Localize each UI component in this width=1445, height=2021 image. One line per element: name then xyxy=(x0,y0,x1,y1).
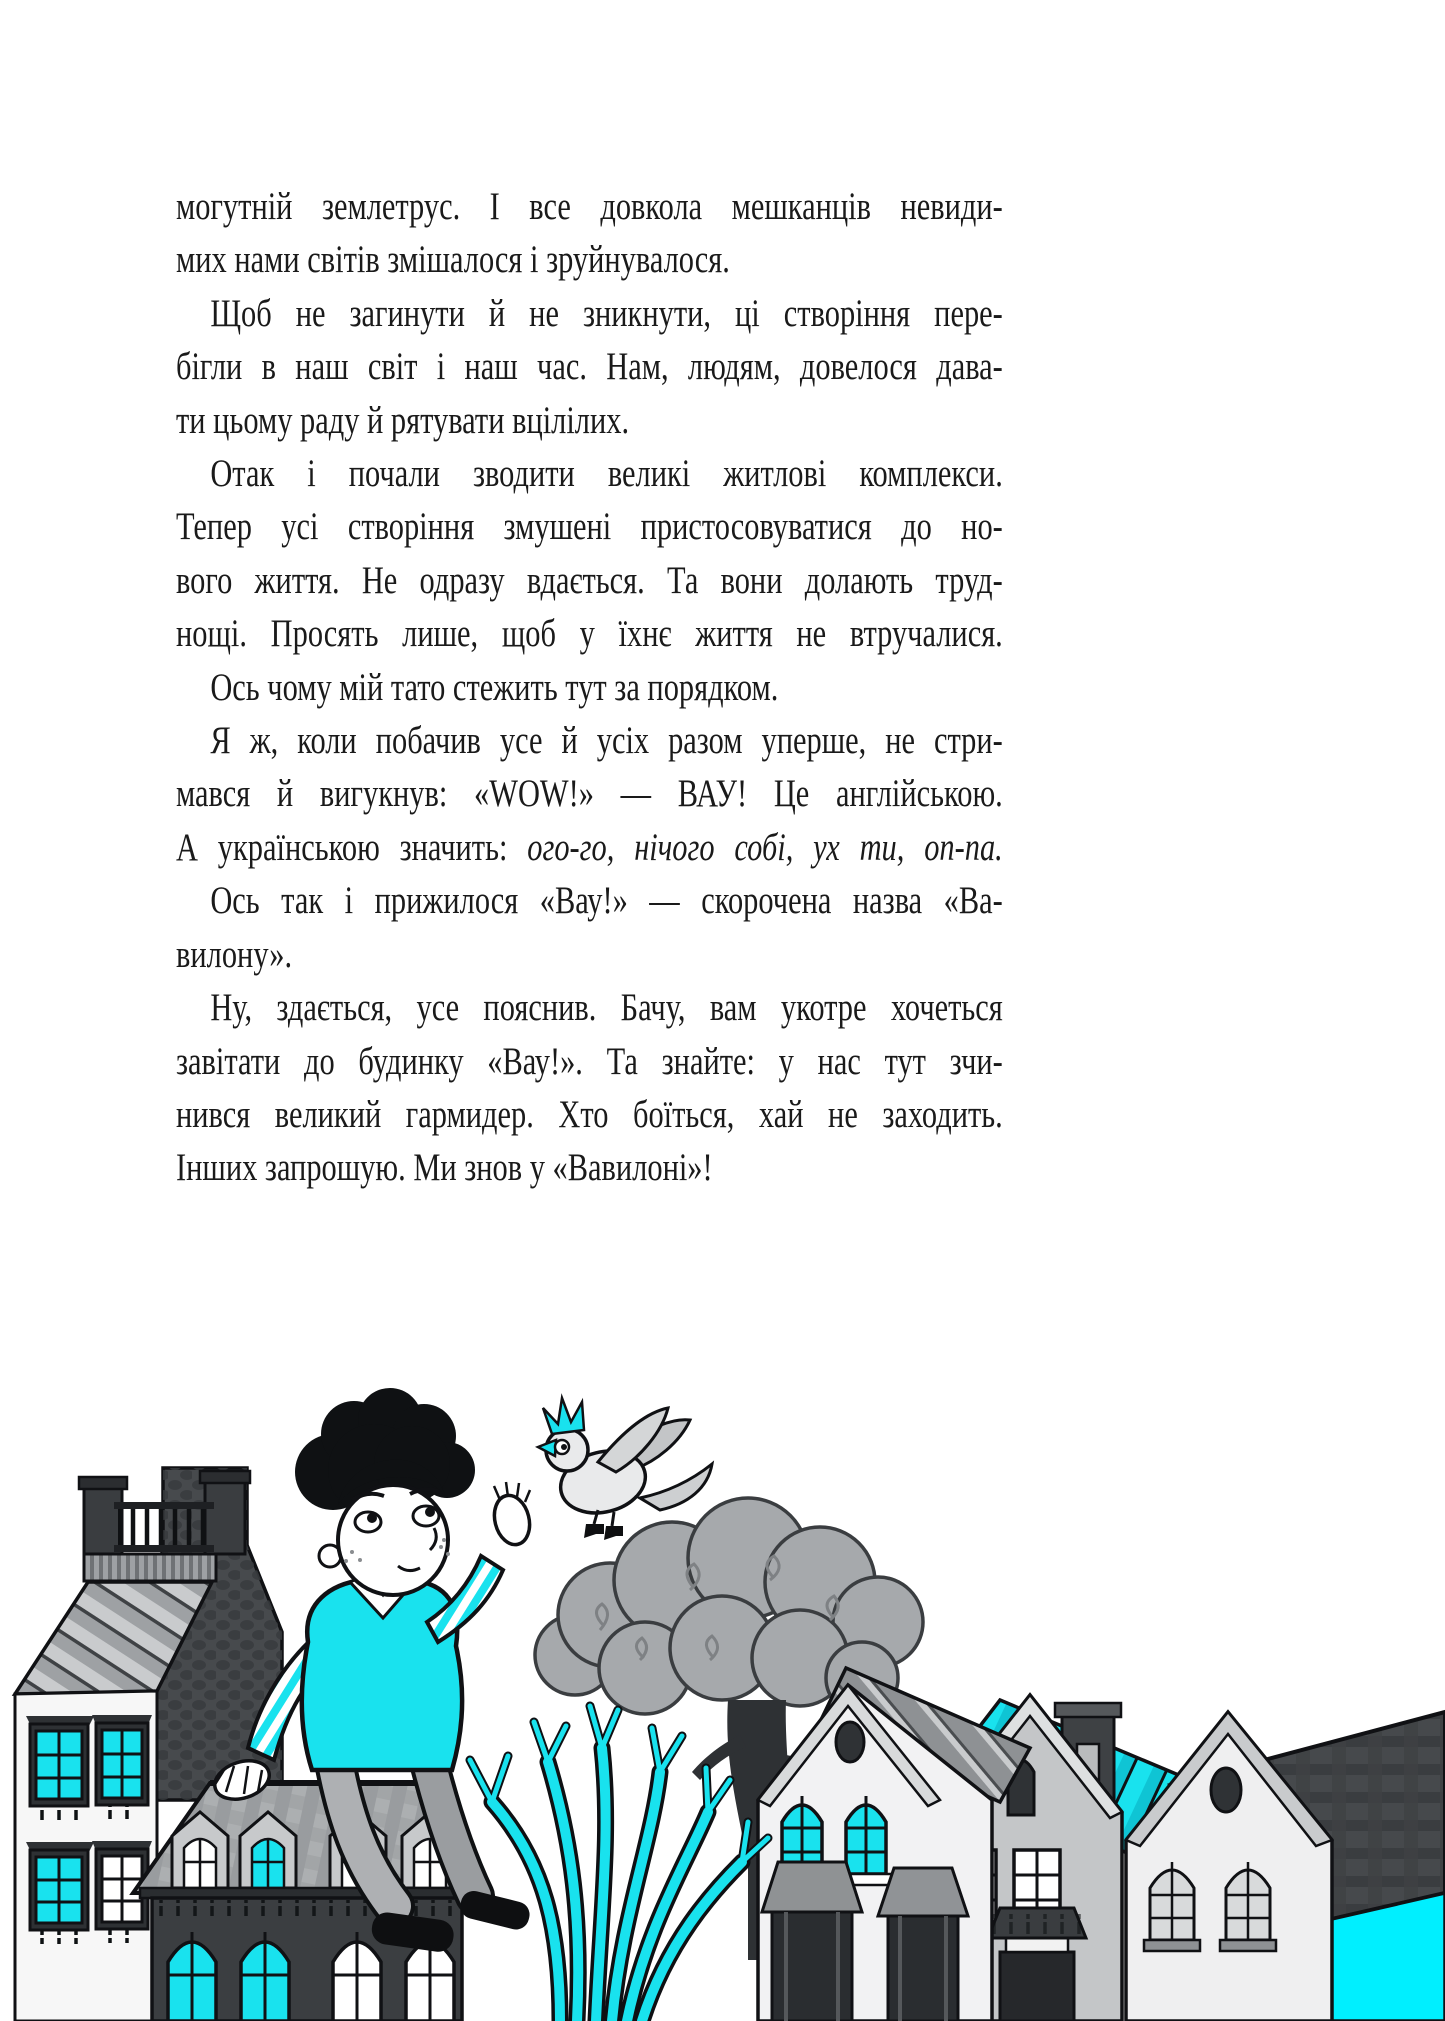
balustrade-chimney xyxy=(84,1484,122,1554)
text-segment: бігли в наш світ і наш час. Нам, людям, довелося дава- xyxy=(176,345,1003,389)
window-cyan xyxy=(92,1715,152,1819)
chimney-cap xyxy=(79,1477,127,1489)
text-segment: Інших запрошую. Ми знов у «Вавилоні»! xyxy=(176,1146,713,1190)
text-line xyxy=(176,607,1003,660)
face xyxy=(338,1485,448,1595)
bay-door xyxy=(762,1862,862,2021)
window-cyan xyxy=(26,1842,94,1944)
crest xyxy=(543,1398,584,1434)
text-segment: мих нами світів змішалося і зруйнувалося. xyxy=(176,238,730,282)
door xyxy=(988,1908,1086,2021)
railing-top xyxy=(114,1502,214,1509)
text-segment: ти цьому раду й рятувати вцілілих. xyxy=(176,398,630,442)
bird-boot xyxy=(604,1526,623,1540)
text-line xyxy=(176,500,1003,553)
waving-hand xyxy=(489,1492,534,1549)
cornice-band xyxy=(84,1554,216,1581)
text-segment: нився великий гармидер. Хто боїться, хай не заходить. xyxy=(176,1092,1003,1136)
tail xyxy=(640,1464,712,1510)
text-segment: Щоб не загинути й не зникнути, ці створіння пере- xyxy=(210,291,1003,335)
text-line xyxy=(176,447,1003,500)
text-segment: Я ж, коли побачив усе й усіх разом уперше, не стри- xyxy=(210,719,1003,763)
window-cyan xyxy=(26,1716,94,1820)
bird xyxy=(538,1398,712,1540)
shoe xyxy=(458,1888,533,1932)
text-line xyxy=(176,767,1003,820)
text-segment: нощі. Просять лише, щоб у їхнє життя не втручалися. xyxy=(176,612,1003,656)
text-block xyxy=(176,180,1003,1195)
text-segment: Ось чому мій тато стежить тут за порядком. xyxy=(210,665,779,709)
text-segment: могутній землетрус. І все довкола мешканців невиди- xyxy=(176,185,1003,228)
text-segment: Тепер усі створіння змушені пристосовуватися до но- xyxy=(176,505,1003,549)
text-segment: завітати до будинку «Вау!». Та знайте: у нас тут зчи- xyxy=(176,1039,1003,1083)
roof-railing xyxy=(118,1506,210,1550)
text-line xyxy=(176,1035,1003,1088)
text-segment: Ось так і прижилося «Вау!» — скорочена назва «Ва- xyxy=(210,879,1003,923)
text-segment: Ну, здається, усе пояснив. Бачу, вам укотре хочеться xyxy=(210,986,1003,1030)
oval-attic-window xyxy=(836,1722,864,1762)
text-line xyxy=(176,340,1003,393)
text-line xyxy=(176,233,1003,286)
oval-attic-window xyxy=(1211,1768,1241,1812)
text-line xyxy=(176,180,1003,233)
text-line xyxy=(176,1088,1003,1141)
text-segment: А українською значить: xyxy=(176,825,528,869)
text-line xyxy=(176,874,1003,927)
text-line xyxy=(176,821,1003,874)
italic-text-segment: ого-го, нічого собі, ух ти, оп-па. xyxy=(527,825,1003,869)
text-segment: мався й вигукнув: «WOW!» — ВАУ! Це англійською. xyxy=(176,772,1003,816)
balustrade-chimney xyxy=(205,1478,245,1554)
text-segment: вилону». xyxy=(176,932,293,976)
text-line xyxy=(176,287,1003,340)
text-line xyxy=(176,1141,1003,1194)
text-line xyxy=(176,928,1003,981)
text-line xyxy=(176,714,1003,767)
text-segment: Отак і почали зводити великі житлові комплекси. xyxy=(210,452,1003,496)
bay-door xyxy=(878,1868,968,2021)
text-segment: вого життя. Не одразу вдається. Та вони долають труд- xyxy=(176,558,1003,602)
bird-boot xyxy=(584,1524,604,1538)
text-line xyxy=(176,981,1003,1034)
chimney-cap xyxy=(200,1471,250,1483)
town-illustration xyxy=(0,1381,1445,2021)
text-line xyxy=(176,554,1003,607)
text-line xyxy=(176,394,1003,447)
railing-bottom xyxy=(114,1545,214,1552)
text-line xyxy=(176,661,1003,714)
